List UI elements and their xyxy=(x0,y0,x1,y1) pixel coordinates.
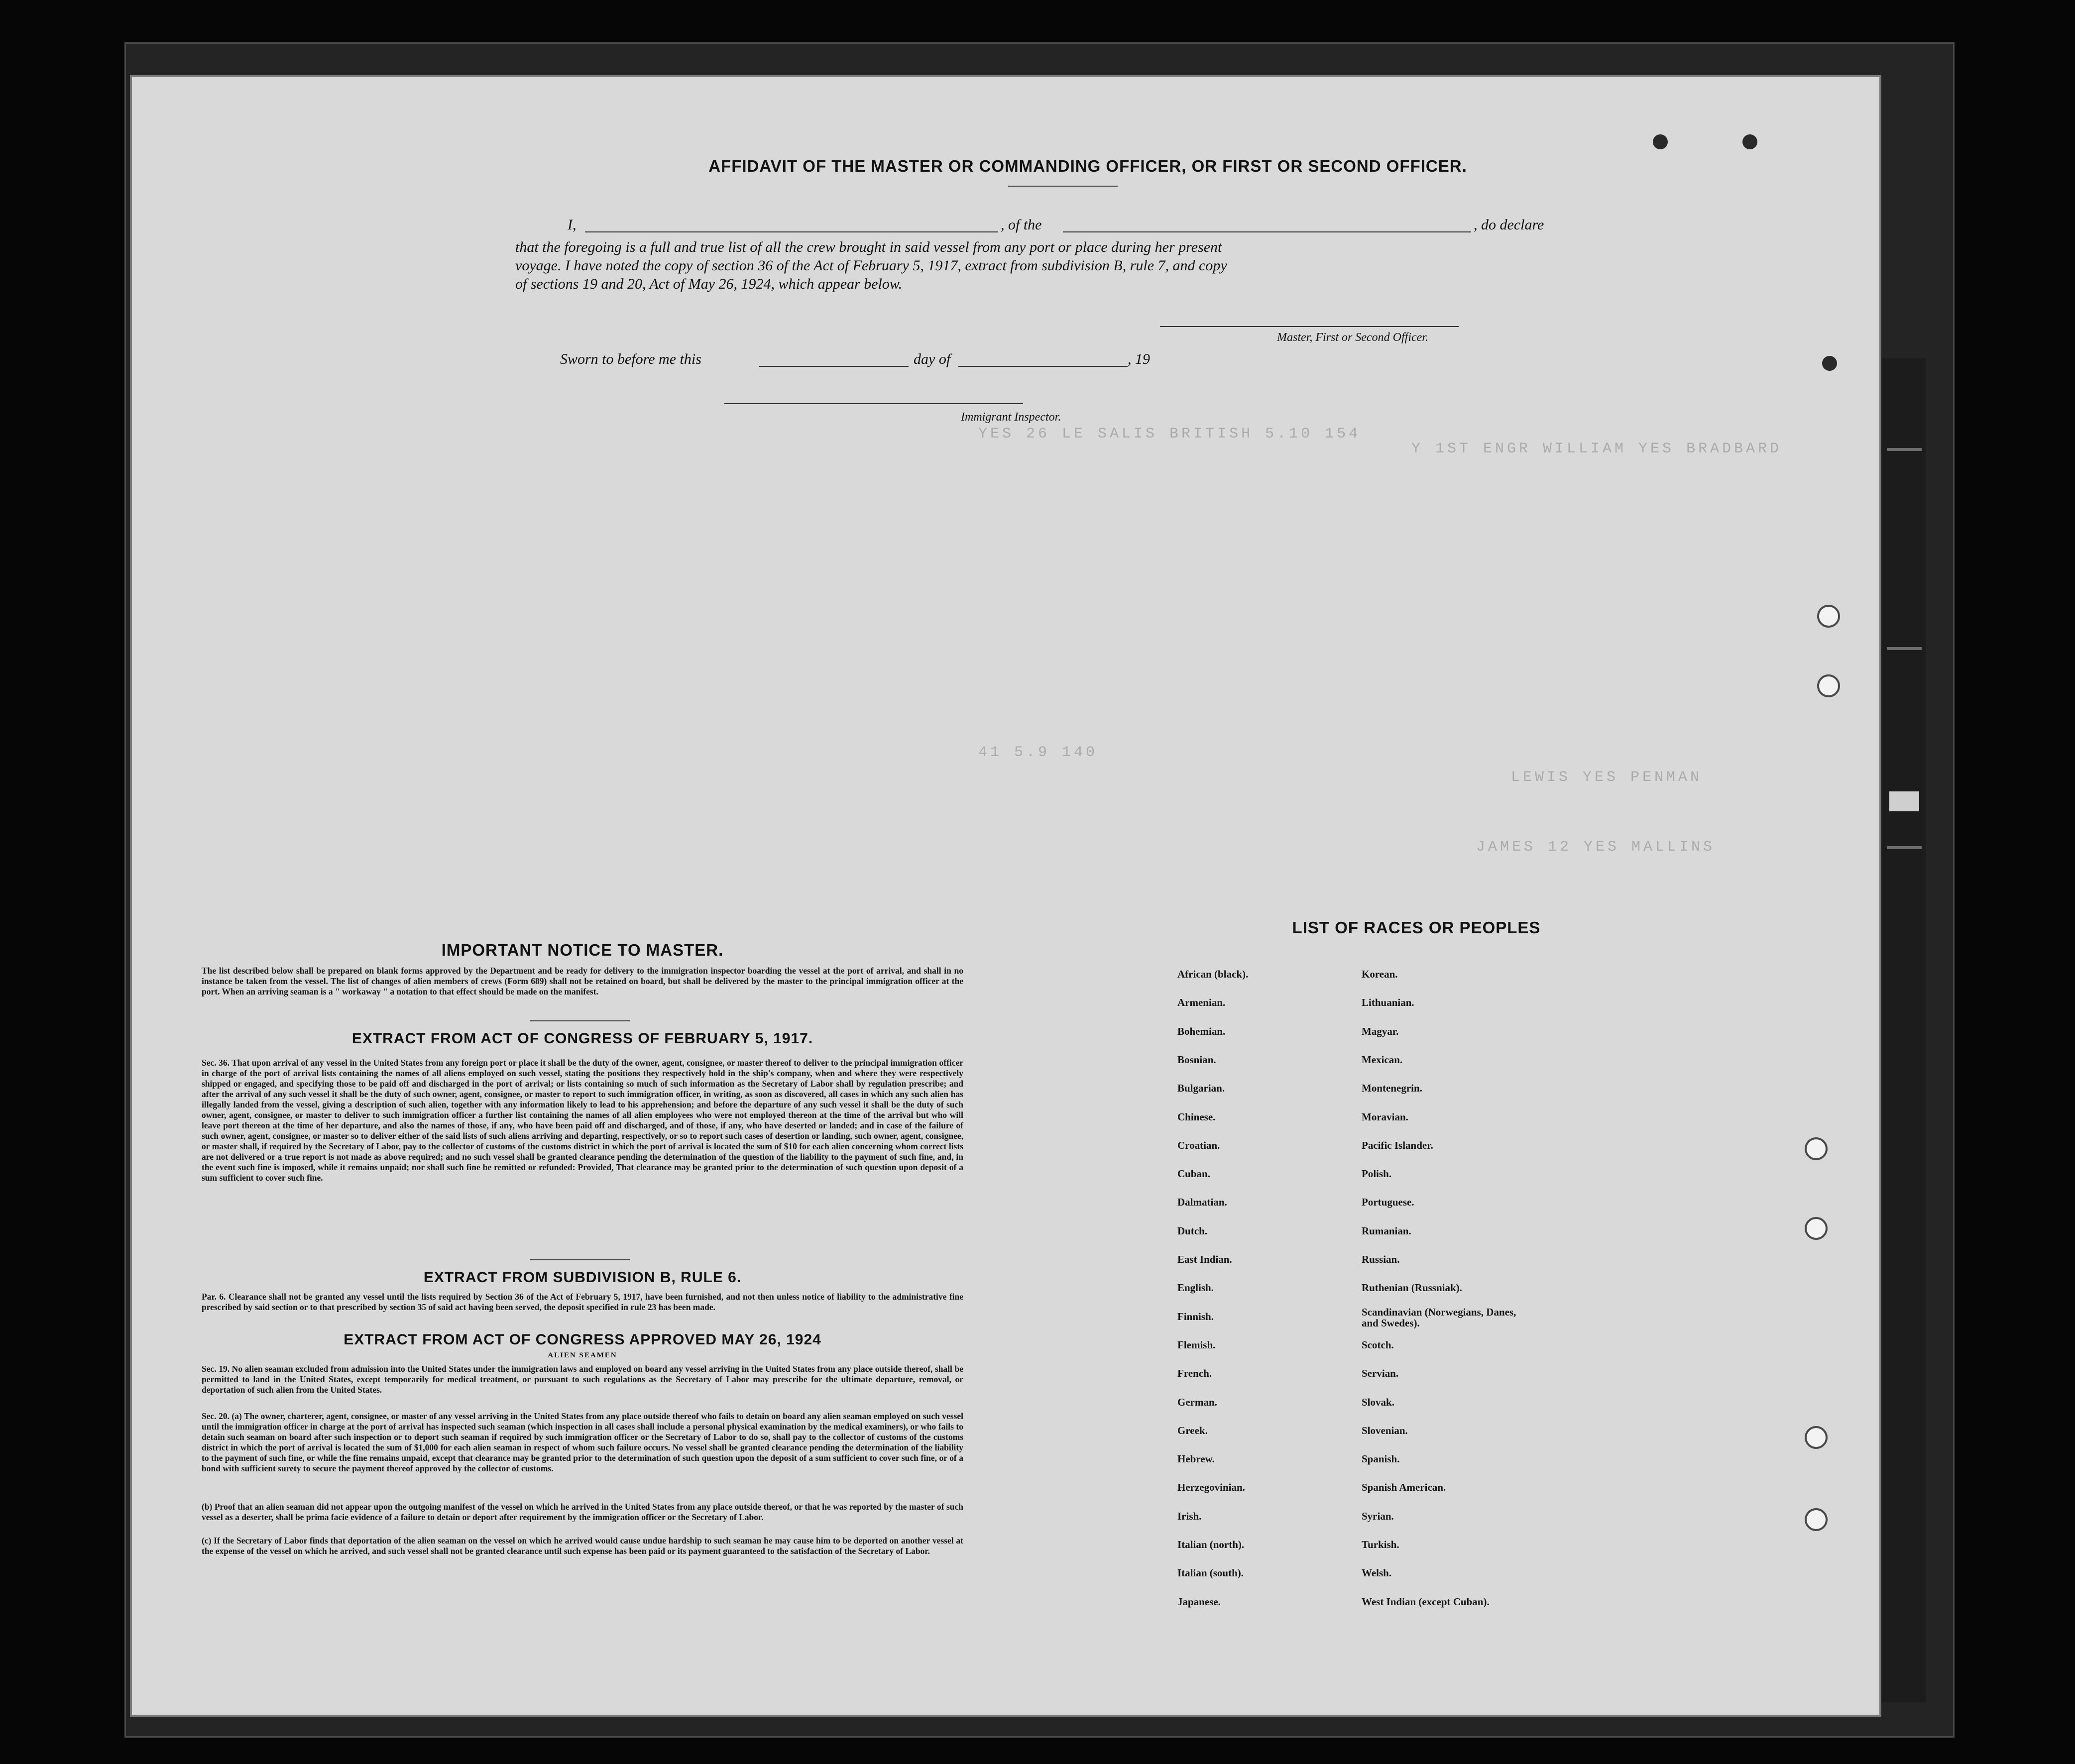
rule6-title: EXTRACT FROM SUBDIVISION B, RULE 6. xyxy=(423,1269,742,1286)
race-item: Rumanian. xyxy=(1362,1224,1411,1237)
race-item: Cuban. xyxy=(1177,1168,1210,1180)
race-item: Dutch. xyxy=(1177,1224,1208,1237)
sworn-month-blank xyxy=(958,366,1128,367)
sworn-text: Sworn to before me this xyxy=(560,351,701,367)
race-item: Montenegrin. xyxy=(1362,1082,1422,1095)
race-item: Moravian. xyxy=(1362,1110,1408,1123)
binder-dot xyxy=(1742,134,1757,149)
race-item: German. xyxy=(1177,1396,1217,1408)
race-item: Dalmatian. xyxy=(1177,1196,1227,1209)
affidavit-line-1: that the foregoing is a full and true list of all the crew brought in said vessel from any port or place during her present xyxy=(515,239,1222,255)
race-item: Croatian. xyxy=(1177,1139,1220,1151)
race-item: Polish. xyxy=(1362,1168,1392,1180)
race-item: West Indian (except Cuban). xyxy=(1362,1595,1490,1608)
bleed-through-text: LEWIS YES PENMAN xyxy=(1511,769,1703,786)
race-item: Scotch. xyxy=(1362,1338,1394,1351)
race-item: Slovenian. xyxy=(1362,1424,1408,1436)
bleed-through-text: YES 26 LE SALIS BRITISH 5.10 154 xyxy=(978,426,1361,442)
bleed-through-text: JAMES 12 YES MALLINS xyxy=(1476,839,1716,856)
binder-dot xyxy=(1822,356,1837,371)
race-item: Slovak. xyxy=(1362,1396,1394,1408)
binder-tab xyxy=(1879,358,1926,1702)
races-title: LIST OF RACES OR PEOPLES xyxy=(1292,918,1541,937)
tab-rule xyxy=(1887,448,1922,451)
divider xyxy=(530,1259,630,1260)
race-item: Herzegovinian. xyxy=(1177,1481,1245,1494)
race-item: Bosnian. xyxy=(1177,1053,1216,1066)
punch-hole xyxy=(1805,1508,1828,1531)
master-caption: Master, First or Second Officer. xyxy=(1277,331,1428,344)
bleed-through-text: Y 1ST ENGR WILLIAM YES BRADBARD xyxy=(1411,441,1782,457)
extract-1917-title: EXTRACT FROM ACT OF CONGRESS OF FEBRUARY 5, 1917. xyxy=(351,1030,813,1047)
race-item: Korean. xyxy=(1362,968,1398,980)
divider xyxy=(530,1020,630,1021)
race-item: Welsh. xyxy=(1362,1567,1392,1579)
tab-label xyxy=(1889,791,1919,811)
declare-do-declare: , do declare xyxy=(1474,217,1544,233)
punch-hole xyxy=(1817,674,1840,697)
divider xyxy=(1008,186,1118,187)
race-item: Flemish. xyxy=(1177,1338,1216,1351)
race-item: Magyar. xyxy=(1362,1025,1399,1037)
affidavit-line-3: of sections 19 and 20, Act of May 26, 1924, which appear below. xyxy=(515,276,903,292)
inspector-signature-line xyxy=(724,403,1023,404)
race-item: Portuguese. xyxy=(1362,1196,1414,1209)
sec20b-text: (b) Proof that an alien seaman did not appear upon the outgoing manifest of the vessel on which he arrived in the United States from any place outside thereof, or that he was reported by the master of such vessel as a deserter, shall be prima facie evidence of a failure to detain or deport after requirement by the immigration officer or the Secretary of Labor. xyxy=(202,1502,963,1522)
race-item: Servian. xyxy=(1362,1367,1399,1380)
affidavit-title: AFFIDAVIT OF THE MASTER OR COMMANDING OFFICER, OR FIRST OR SECOND OFFICER. xyxy=(708,157,1467,175)
tab-rule xyxy=(1887,647,1922,650)
extract-1924-title: EXTRACT FROM ACT OF CONGRESS APPROVED MAY 26, 1924 xyxy=(344,1331,821,1348)
race-item: Armenian. xyxy=(1177,996,1226,1009)
race-item: Scandinavian (Norwegians, Danes, and Swedes). xyxy=(1362,1306,1516,1329)
extract-1917-text: Sec. 36. That upon arrival of any vessel in the United States from any foreign port or place it shall be the duty of the owner, agent, consignee, or master thereof to deliver to the principal immigration officer in charge of the port of arrival lists containing the names of all aliens employed on such vessel, stating the positions they respectively hold in the ship's company, when and where they were respectively shipped or engaged, and specifying those to be paid off and discharged in the port of arrival; or lists containing so much of such information as the Secretary of Labor shall by regulation prescribe; and after the arrival of any such vessel it shall be the duty of such owner, agent, consignee, or master to report to such immigration officer, in writing, as soon as discovered, all cases in which any such alien has illegally landed from the vessel, giving a description of such alien, together with any information likely to lead to his apprehension; and before the departure of any such vessel it shall be the duty of such owner, agent, consignee, or master to deliver to such immigration officer a further list containing the names of all alien employees who were not employed thereon at the time of the arrival but who will leave port thereon at the time of her departure, and also the names of those, if any, who have been paid off and discharged, and of those, if any, who have deserted or landed; and in case of the failure of such owner, agent, consignee, or master so to deliver either of the said lists of such aliens arriving and departing, respectively, or so to report such cases of desertion or landing, such owner, agent, consignee, or master shall, if required by the Secretary of Labor, pay to the collector of customs of the customs district in which the port of arrival is located the sum of $10 for each alien concerning whom correct lists are not delivered or a true report is not made as above required; and no such vessel shall be granted clearance pending the determination of the question of the liability to the payment of such fine, and, in the event such fine is imposed, while it remains unpaid; nor shall such fine be remitted or refunded: Provided, That clearance may be granted prior to the determination of such question upon deposit of a sum sufficient to cover such fine. xyxy=(202,1058,963,1183)
name-blank xyxy=(585,231,998,232)
race-item: Irish. xyxy=(1177,1510,1202,1522)
punch-hole xyxy=(1805,1137,1828,1160)
notice-text: The list described below shall be prepared on blank forms approved by the Department and be ready for delivery to the immigration inspector boarding the vessel at the port of arrival, and shall in no instance be taken from the vessel. The list of changes of alien members of crews (Form 689) shall not be retained on board, but shall be delivered by the master to the principal immigration officer at the port. When an arriving seaman is a " workaway " a notation to that effect should be made on the manifest. xyxy=(202,966,963,996)
document-page xyxy=(132,77,1879,1715)
notice-title: IMPORTANT NOTICE TO MASTER. xyxy=(441,941,724,959)
binder-dot xyxy=(1653,134,1668,149)
race-item: Ruthenian (Russniak). xyxy=(1362,1282,1462,1294)
tab-rule xyxy=(1887,846,1922,849)
punch-hole xyxy=(1817,605,1840,628)
race-item: Syrian. xyxy=(1362,1510,1394,1522)
affidavit-line-2: voyage. I have noted the copy of section 36 of the Act of February 5, 1917, extract from subdivision B, rule 7, and copy xyxy=(515,257,1227,274)
race-item: Italian (south). xyxy=(1177,1567,1244,1579)
race-item: East Indian. xyxy=(1177,1253,1232,1265)
declare-i: I, xyxy=(568,217,576,233)
race-item: Hebrew. xyxy=(1177,1453,1215,1465)
race-item: Bohemian. xyxy=(1177,1025,1226,1037)
race-item: Russian. xyxy=(1362,1253,1400,1265)
punch-hole xyxy=(1805,1426,1828,1449)
vessel-blank xyxy=(1063,231,1471,232)
race-item: African (black). xyxy=(1177,968,1249,980)
declare-of-the: , of the xyxy=(1001,217,1042,233)
punch-hole xyxy=(1805,1217,1828,1240)
sworn-day-blank xyxy=(759,366,909,367)
rule6-text: Par. 6. Clearance shall not be granted any vessel until the lists required by Section 36 of the Act of February 5, 1917, have been furnished, and not then unless notice of liability to the administrative fine prescribed by said section or to that prescribed by section 35 of said act having been served, the deposit specified in rule 23 has been made. xyxy=(202,1292,963,1312)
alien-seamen-subtitle: ALIEN SEAMEN xyxy=(548,1351,617,1359)
inspector-caption: Immigrant Inspector. xyxy=(961,411,1061,424)
sworn-day-of: day of xyxy=(914,351,951,367)
sworn-year: , 19 xyxy=(1128,351,1150,367)
race-item: Pacific Islander. xyxy=(1362,1139,1433,1151)
race-item: Italian (north). xyxy=(1177,1539,1245,1550)
race-item: Bulgarian. xyxy=(1177,1082,1225,1095)
race-item: French. xyxy=(1177,1367,1212,1380)
master-signature-line xyxy=(1160,326,1459,327)
race-item: English. xyxy=(1177,1282,1214,1294)
race-item: Japanese. xyxy=(1177,1595,1221,1608)
race-item: Turkish. xyxy=(1362,1539,1399,1550)
race-item: Chinese. xyxy=(1177,1110,1216,1123)
sec20a-text: Sec. 20. (a) The owner, charterer, agent, consignee, or master of any vessel arriving in the United States from any place outside thereof who fails to detain on board any alien seaman employed on such vessel until the immigration officer in charge at the port of arrival has inspected such seaman (which inspection in all cases shall include a personal physical examination by the medical examiners), or who fails to detain such seaman on board after such inspection or to deport such seaman if required by such immigration officer or the Secretary of Labor to do so, shall pay to the collector of customs of the customs district in which the port of arrival is located the sum of $1,000 for each alien seaman in respect of whom such failure occurs. No vessel shall be granted clearance pending the determination of the liability to the payment of such fine, or while the fine remains unpaid, except that clearance may be granted prior to the determination of such question upon the deposit of a sum sufficient to cover such fine, or of a bond with sufficient surety to secure the payment thereof approved by the collector of customs. xyxy=(202,1411,963,1473)
bleed-through-text: 41 5.9 140 xyxy=(978,744,1098,761)
race-item: Lithuanian. xyxy=(1362,996,1414,1009)
sec19-text: Sec. 19. No alien seaman excluded from admission into the United States under the immigration laws and employed on board any vessel arriving in the United States from any place outside thereof, shall be permitted to land in the United States, except temporarily for medical treatment, or pursuant to such regulations as the Secretary of Labor may prescribe for the ultimate departure, removal, or deportation of such alien from the United States. xyxy=(202,1364,963,1395)
race-item: Mexican. xyxy=(1362,1053,1403,1066)
race-item: Greek. xyxy=(1177,1424,1208,1436)
race-item: Spanish. xyxy=(1362,1453,1400,1465)
sec20c-text: (c) If the Secretary of Labor finds that deportation of the alien seaman on the vessel on which he arrived would cause undue hardship to such seaman he may cause him to be deported on another vessel at the expense of the vessel on which he arrived, and such vessel shall not be granted clearance until such expense has been paid or its payment guaranteed to the satisfaction of the Secretary of Labor. xyxy=(202,1536,963,1556)
race-item: Spanish American. xyxy=(1362,1481,1446,1494)
race-item: Finnish. xyxy=(1177,1310,1214,1323)
